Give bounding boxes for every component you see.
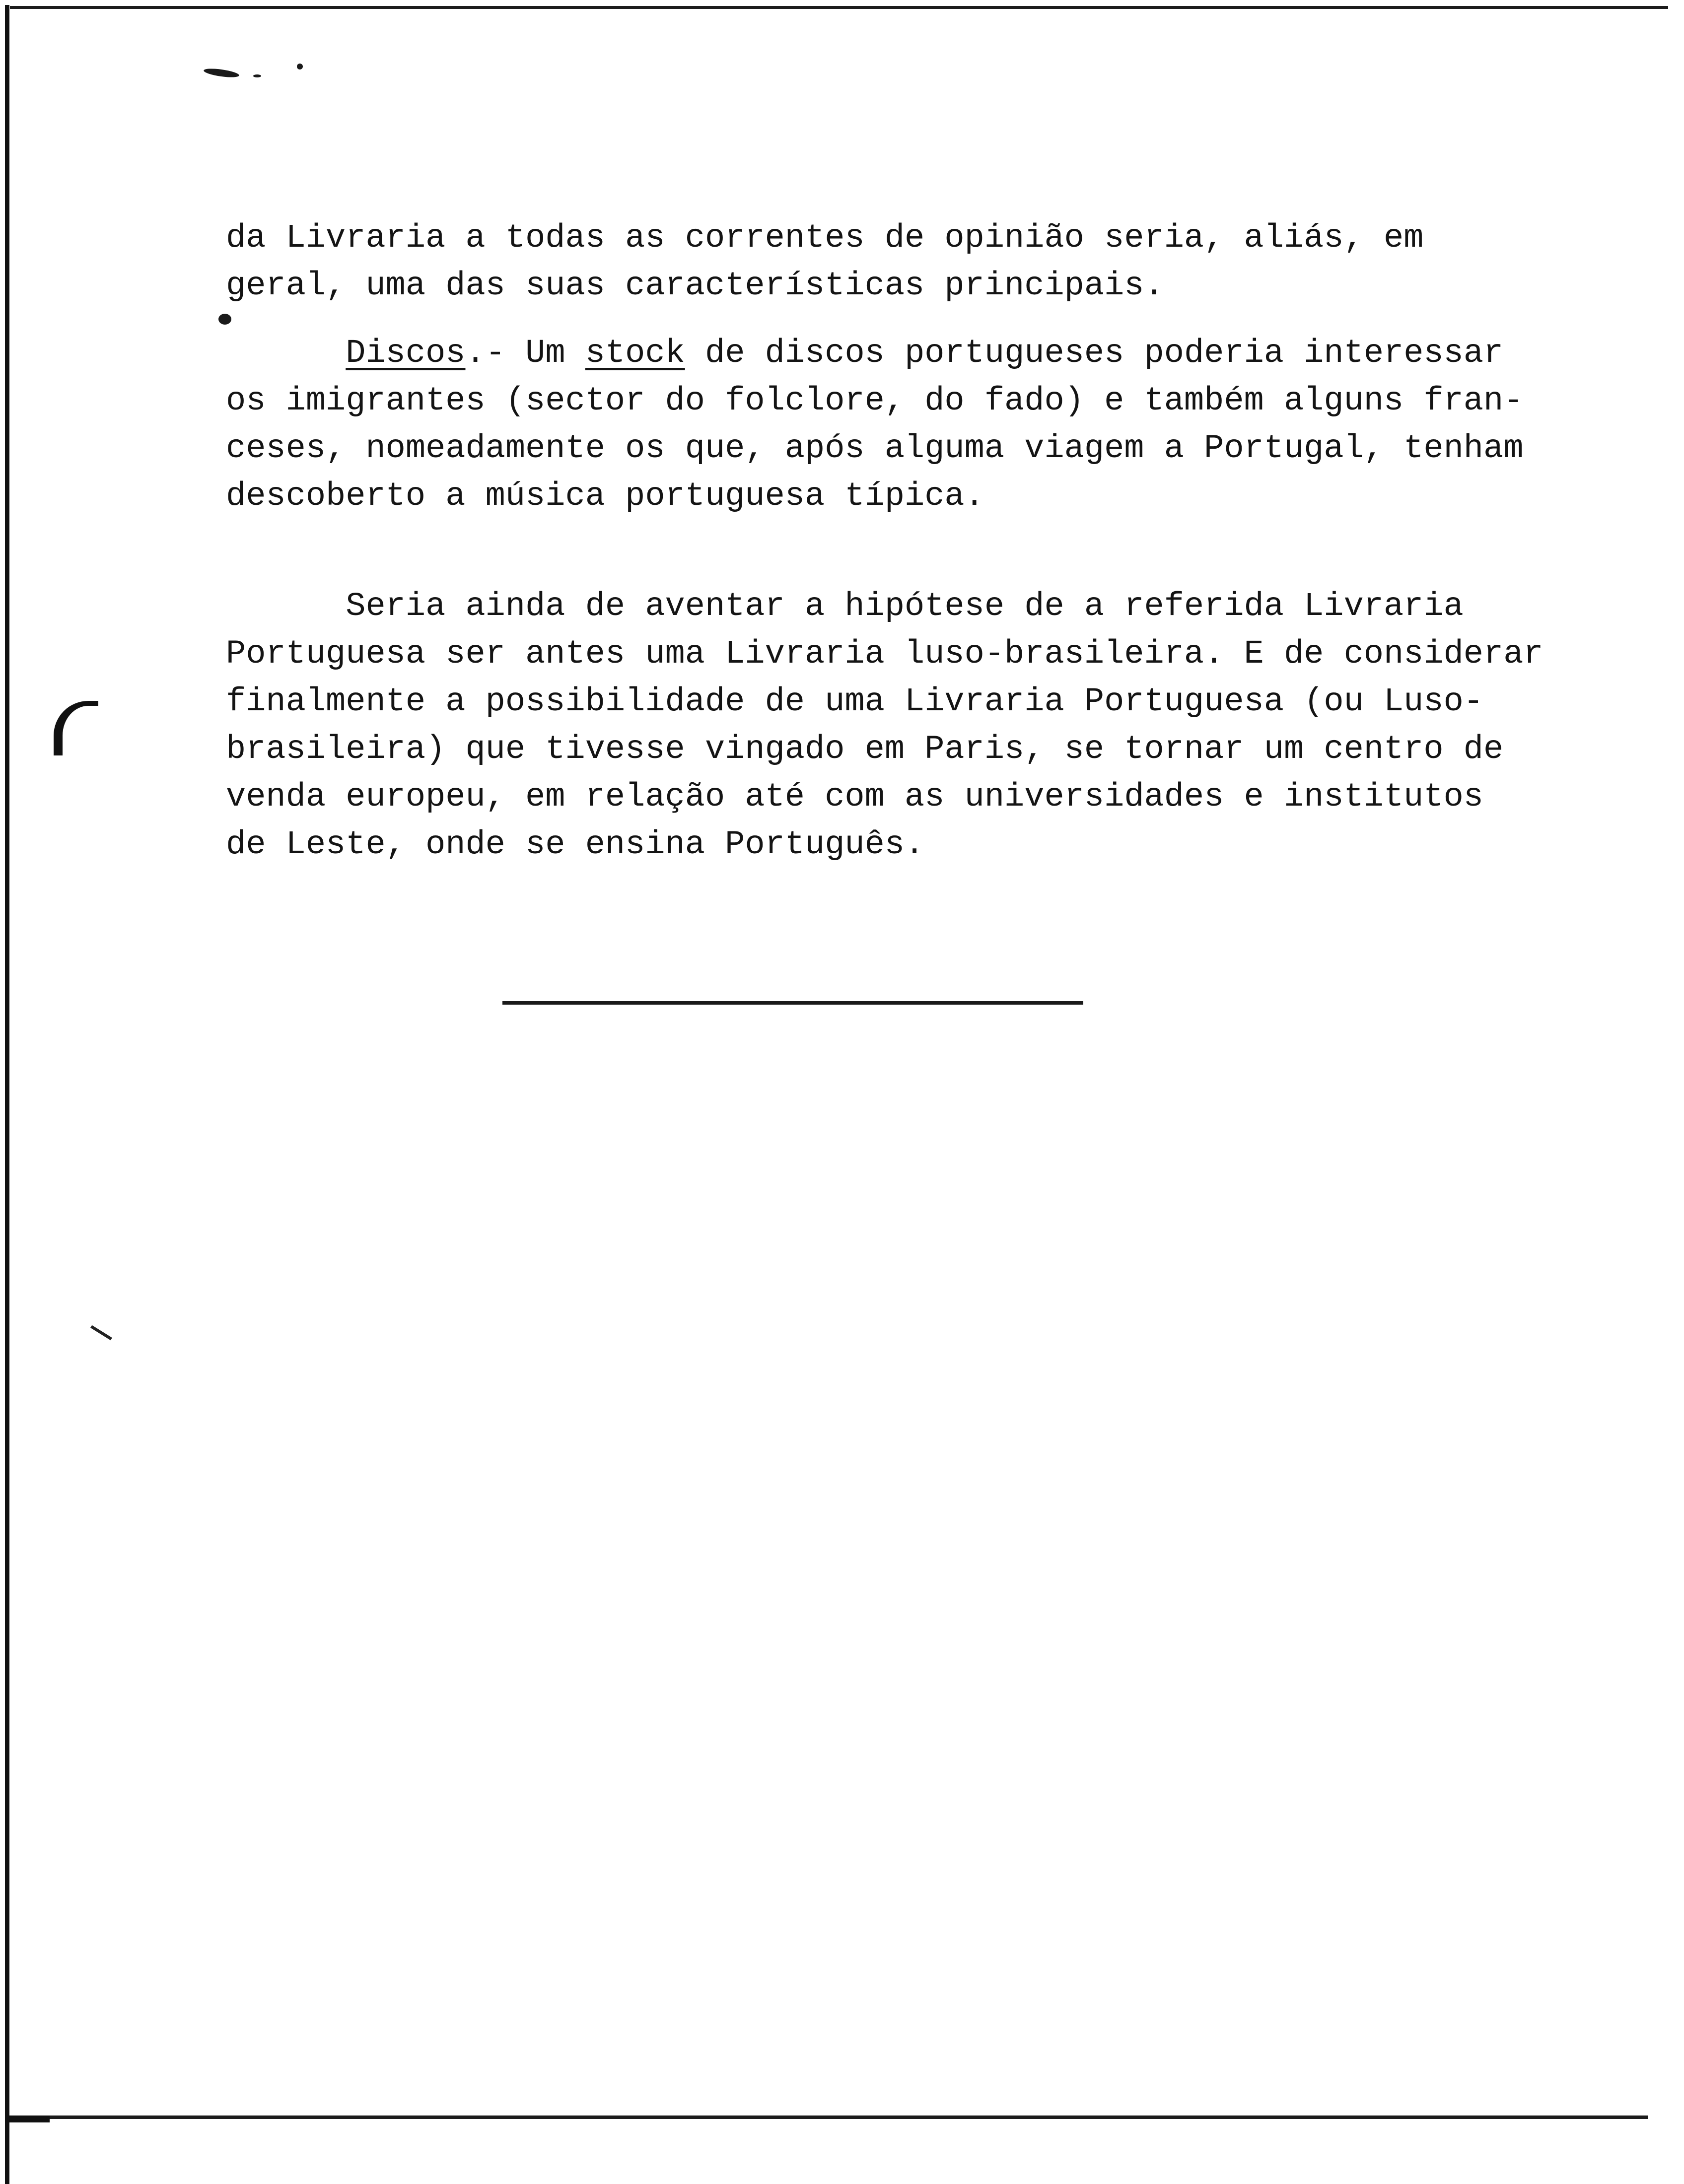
paragraph-3-line-5: venda europeu, em relação até com as universidades e institutos <box>226 778 1484 816</box>
paragraph-1-line-1: da Livraria a todas as correntes de opinião seria, aliás, em <box>226 219 1424 257</box>
stray-ink-mark <box>253 74 261 77</box>
paragraph-2-line-4: descoberto a música portuguesa típica. <box>226 478 984 515</box>
paragraph-2-line-3: ceses, nomeadamente os que, após alguma viagem a Portugal, tenham <box>226 430 1524 468</box>
paragraph-indent <box>226 335 346 372</box>
stray-ink-mark <box>297 64 303 69</box>
underlined-term-stock: stock <box>585 335 685 372</box>
paragraph-3-line-2: Portuguesa ser antes uma Livraria luso-brasileira. E de considerar <box>226 635 1544 673</box>
paragraph-3-line-4: brasileira) que tivesse vingado em Paris, se tornar um centro de <box>226 731 1504 768</box>
paragraph-2-line-1-rest: de discos portugueses poderia interessar <box>685 335 1504 372</box>
paragraph-spacer <box>226 310 1566 330</box>
stray-ink-mark <box>203 67 239 79</box>
scan-edge-bottom <box>5 2116 1648 2119</box>
section-heading-discos: Discos <box>346 335 466 372</box>
margin-bracket-mark <box>54 701 98 755</box>
heading-suffix: .- Um <box>465 335 585 372</box>
margin-stroke-mark <box>90 1325 112 1341</box>
paragraph-3-line-6: de Leste, onde se ensina Português. <box>226 826 925 864</box>
scan-edge-left <box>5 5 9 2184</box>
scan-edge-corner <box>5 2116 50 2122</box>
paragraph-3-line-1: Seria ainda de aventar a hipótese de a referida Livraria <box>226 588 1464 625</box>
paragraph-1-line-2: geral, uma das suas características principais. <box>226 267 1164 305</box>
paragraph-2-line-1 <box>226 330 1566 377</box>
closing-horizontal-rule <box>502 1001 1083 1005</box>
document-body <box>226 214 1566 869</box>
scan-edge-top <box>10 6 1668 9</box>
paragraph-spacer <box>226 520 1566 583</box>
paragraph-2-line-2: os imigrantes (sector do folclore, do fado) e também alguns fran- <box>226 382 1524 420</box>
paragraph-3-line-3: finalmente a possibilidade de uma Livraria Portuguesa (ou Luso- <box>226 683 1484 721</box>
